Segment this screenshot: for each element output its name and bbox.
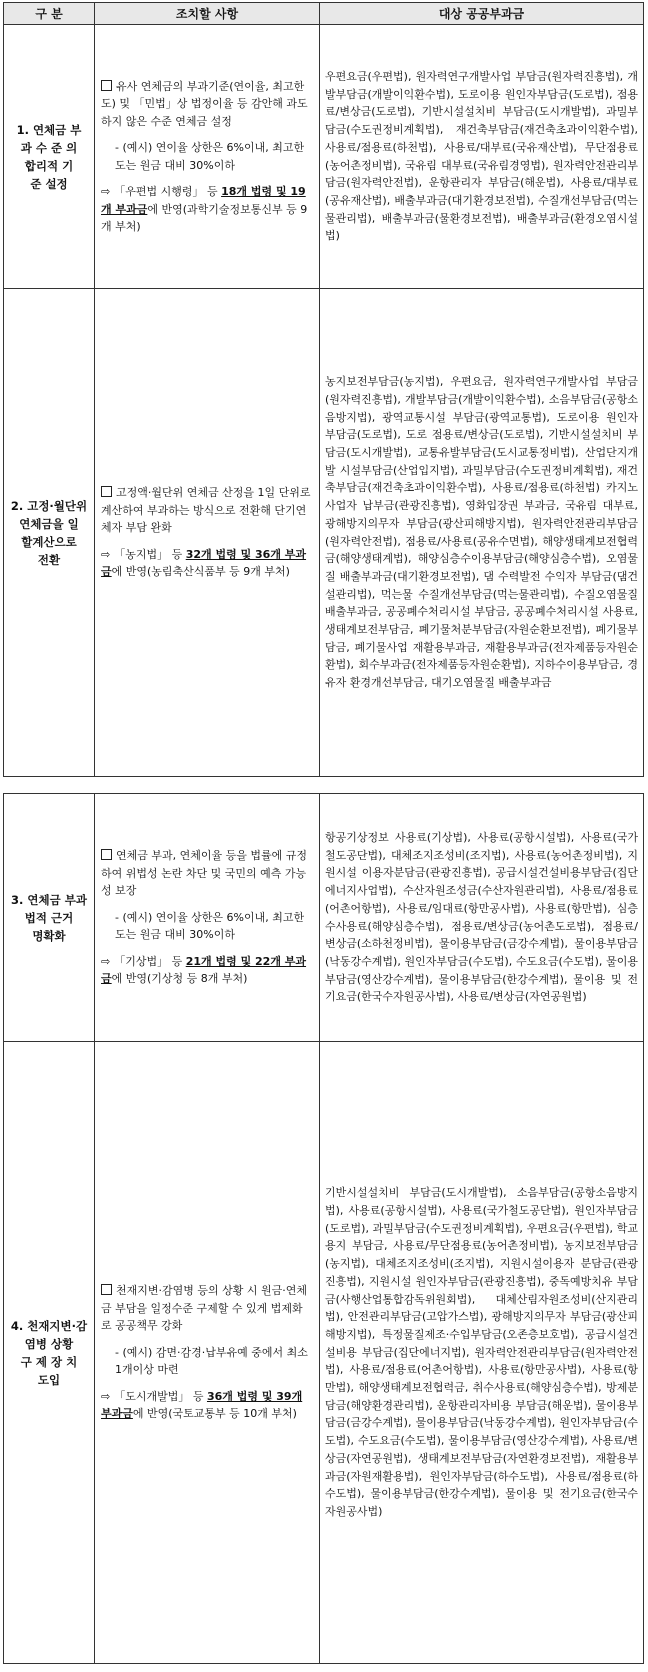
header-target: 대상 공공부과금 (320, 3, 644, 25)
table-row (4, 794, 644, 1042)
category-line: 준 설정 (30, 176, 68, 191)
measure-result: ⇨ 「우편법 시행령」 등 18개 법령 및 19개 부과금에 반영(과학기술정보통신부 등 9개 부처) (101, 185, 308, 233)
checkbox-square-icon (101, 80, 112, 91)
header-category: 구 분 (4, 3, 95, 25)
table-page-1 (3, 2, 644, 777)
category-line: 전환 (37, 552, 61, 567)
category-cell (4, 289, 95, 777)
category-line: 4. 천재지변·감 (10, 1318, 88, 1333)
hollow-arrow-icon: ⇨ (101, 185, 111, 198)
target-cell: 우편요금(우편법), 원자력연구개발사업 부담금(원자력진흥법), 개발부담금(개발이익환수법), 도로이용 원인자부담금(도로법), 점용료/변상금(도로법), 기반시설설치비 부담금(도시개발법), 과밀부담금(수도권정비계획법), 재건축부담금(재건축초과이익환수법), 사용료/점용료(하천법), 사용료/대부료(국유재산법), 무단점용료(농어촌정비법), 국유림 대부료(국유림경영법), 원자력안전관리부담금(원자력안전법), 운항관리자 부담금(해운법), 사용료/대부료(공유재산법), 배출부과금(대기환경보전법), 수질개선부담금(먹는물관리법), 배출부과금(물환경보전법), 배출부과금(환경오염시설법) (320, 25, 644, 289)
category-cell (4, 1042, 95, 1664)
measure-example: - (예시) 연이율 상한은 6%이내, 최고한도는 원금 대비 30%이하 (115, 141, 305, 172)
category-line: 합리적 기 (24, 158, 74, 173)
measure-example: - (예시) 감면·감경·납부유예 중에서 최소 1개이상 마련 (115, 1345, 308, 1377)
target-cell: 농지보전부담금(농지법), 우편요금, 원자력연구개발사업 부담금(원자력진흥법), 개발부담금(개발이익환수법), 소음부담금(공항소음방지법), 광역교통시설 부담금(광역교통법), 도로이용 원인자 부담금(도로법), 도로 점용료/변상금(도로법), 기반시설설치비 부담금(도시개발법), 교통유발부담금(도시교통정비법), 산업단지개발 시설부담금(산업입지법), 과밀부담금(수도권정비계획법), 재건축부담금(재건축초과이익환수법), 사용료/점용료(하천법) 카지노사업자 납부금(관광진흥법), 영화입장권 부과금, 국유림 대부료, 광해방지의무자 부담금(광산피해방지법), 원자력안전관리부담금(원자력안전법), 점용료/사용료(공유수면법), 해양생태계보전협력금(해양생태계법), 해양심층수이용부담금(해양심층수법), 오염물질 배출부과금(대기환경보전법), 댐 수력발전 수익자 부담금(댐건설관리법), 먹는물 수질개선부담금(먹는물관리법), 수질오염물질 배출부과금, 공공폐수처리시설 부담금, 공공폐수처리시설 사용료, 생태계보전부담금, 폐기물처분부담금(자원순환보전법), 폐기물부담금, 폐기물사업 재활용부과금, 재활용부과금(전자제품등자원순환법), 회수부과금(전자제품등자원순환법), 지하수이용부담금, 경유자 환경개선부담금, 대기오염물질 배출부과금 (320, 289, 644, 777)
checkbox-square-icon (101, 1284, 112, 1295)
measure-cell (95, 794, 320, 1042)
table-page-2 (3, 793, 644, 1664)
measure-result: ⇨ 「기상법」 등 21개 법령 및 22개 부과금에 반영(기상청 등 8개 부처) (101, 954, 307, 986)
measure-cell (95, 1042, 320, 1664)
category-line: 명확화 (32, 928, 66, 943)
category-line: 염병 상황 (24, 1336, 74, 1351)
category-line: 도입 (37, 1372, 61, 1387)
category-line: 할계산으로 (21, 534, 77, 549)
target-cell: 기반시설설치비 부담금(도시개발법), 소음부담금(공항소음방지법), 사용료(공항시설법), 사용료(국가철도공단법), 원인자부담금(도로법), 과밀부담금(수도권정비계획법), 우편요금(우편법), 학교용지 부담금, 사용료/무단점용료(농어촌정비법), 농지보전부담금(농지법), 대체조지조성비(조지법), 지원시설이용자 분담금(관광진흥법), 지원시설 원인자부담금(관광진흥법), 중독예방치유 부담금(사행산업통합감독위원회법), 대체산림자원조성비(산지관리법), 안전관리부담금(고압가스법), 광해방지의무자 부담금(광산피해방지법), 특정물질제조·수입부담금(오존층보호법), 공급시설건설비용 부담금(집단에너지법), 원자력안전관리부담금(원자력안전법), 사용료/점용료(어촌어항법), 사용료(항만공사법), 사용료(항만법), 해양생태계보전협력금, 취수사용료(해양심층수법), 방제분담금(해양환경관리법), 운항관리자비용 부담금(해운법), 물이용부담금(금강수계법), 물이용부담금(낙동강수계법), 원인자부담금(수도법), 수도요금(수도법), 물이용부담금(영산강수계법), 사용료/변상금(자연공원법), 생태계보전부담금(자연환경보전법), 재활용부과금(자원재활용법), 원인자부담금(하수도법), 사용료/점용료(하수도법), 물이용부담금(한강수계법), 물이용 및 전기요금(한국수자원공사법) (320, 1042, 644, 1664)
measure-item: 유사 연체금의 부과기준(연이율, 최고한도) 및 「민법」상 법정이율 등 감안해 과도하지 않은 수준 연체금 설정 (101, 79, 308, 128)
category-line: 법적 근거 (24, 910, 74, 925)
measure-result-bold: 18개 법령 및 19개 부과금 (101, 185, 306, 216)
category-cell (4, 25, 95, 289)
category-line: 연체금을 일 (19, 516, 79, 531)
measure-result: ⇨ 「도시개발법」 등 36개 법령 및 39개 부과금에 반영(국토교통부 등 10개 부처) (101, 1389, 303, 1421)
category-line: 2. 고정·월단위 (10, 498, 88, 513)
hollow-arrow-icon: ⇨ (101, 1389, 111, 1403)
category-cell (4, 794, 95, 1042)
checkbox-square-icon (101, 486, 112, 497)
measure-item: 고정액·월단위 연체금 산정을 1일 단위로 계산하여 부과하는 방식으로 전환해 단기연체자 부담 완화 (101, 486, 311, 535)
measure-result-bold: 32개 법령 및 36개 부과금 (101, 547, 307, 579)
measure-item: 연체금 부과, 연체이율 등을 법률에 규정하여 위법성 논란 차단 및 국민의 예측 가능성 보장 (101, 849, 307, 898)
table-row (4, 25, 644, 289)
measure-result: ⇨ 「농지법」 등 32개 법령 및 36개 부과금에 반영(농림축산식품부 등 9개 부처) (101, 547, 307, 579)
measure-cell (95, 25, 320, 289)
category-line: 1. 연체금 부 (16, 122, 82, 137)
category-line: 3. 연체금 부과 (11, 892, 87, 907)
measure-example: - (예시) 연이율 상한은 6%이내, 최고한도는 원금 대비 30%이하 (115, 910, 305, 942)
hollow-arrow-icon: ⇨ (101, 547, 111, 561)
table-row (4, 1042, 644, 1664)
checkbox-square-icon (101, 849, 112, 860)
hollow-arrow-icon: ⇨ (101, 954, 111, 968)
category-line: 과 수 준 의 (20, 140, 78, 155)
table-header-row (4, 3, 644, 25)
measure-item: 천재지변·감염병 등의 상황 시 원금·연체금 부담을 일정수준 구제할 수 있게 법제화로 공공책무 강화 (101, 1284, 307, 1333)
target-cell: 항공기상정보 사용료(기상법), 사용료(공항시설법), 사용료(국가철도공단법), 대체조지조성비(조지법), 사용료(농어촌정비법), 지원시설 이용자분담금(관광진흥법), 공급시설건설비용부담금(집단에너지사업법), 수산자원조성금(수산자원관리법), 사용료/점용료(어촌어항법), 사용료/임대료(항만공사법), 사용료(항만법), 심층수사용료(해양심층수법), 점용료/변상금(농어촌도로법), 점용료/변상금(소하천정비법), 물이용부담금(금강수계법), 물이용부담금(낙동강수계법), 원인자부담금(수도법), 수도요금(수도법), 물이용부담금(영산강수계법), 물이용부담금(한강수계법), 물이용 및 전기요금(한국수자원공사법), 사용료/변상금(자연공원법) (320, 794, 644, 1042)
measure-result-bold: 21개 법령 및 22개 부과금 (101, 954, 307, 986)
category-line: 구 제 장 치 (20, 1354, 78, 1369)
table-row (4, 289, 644, 777)
header-measure: 조치할 사항 (95, 3, 320, 25)
measure-cell (95, 289, 320, 777)
measure-result-bold: 36개 법령 및 39개 부과금 (101, 1389, 303, 1421)
